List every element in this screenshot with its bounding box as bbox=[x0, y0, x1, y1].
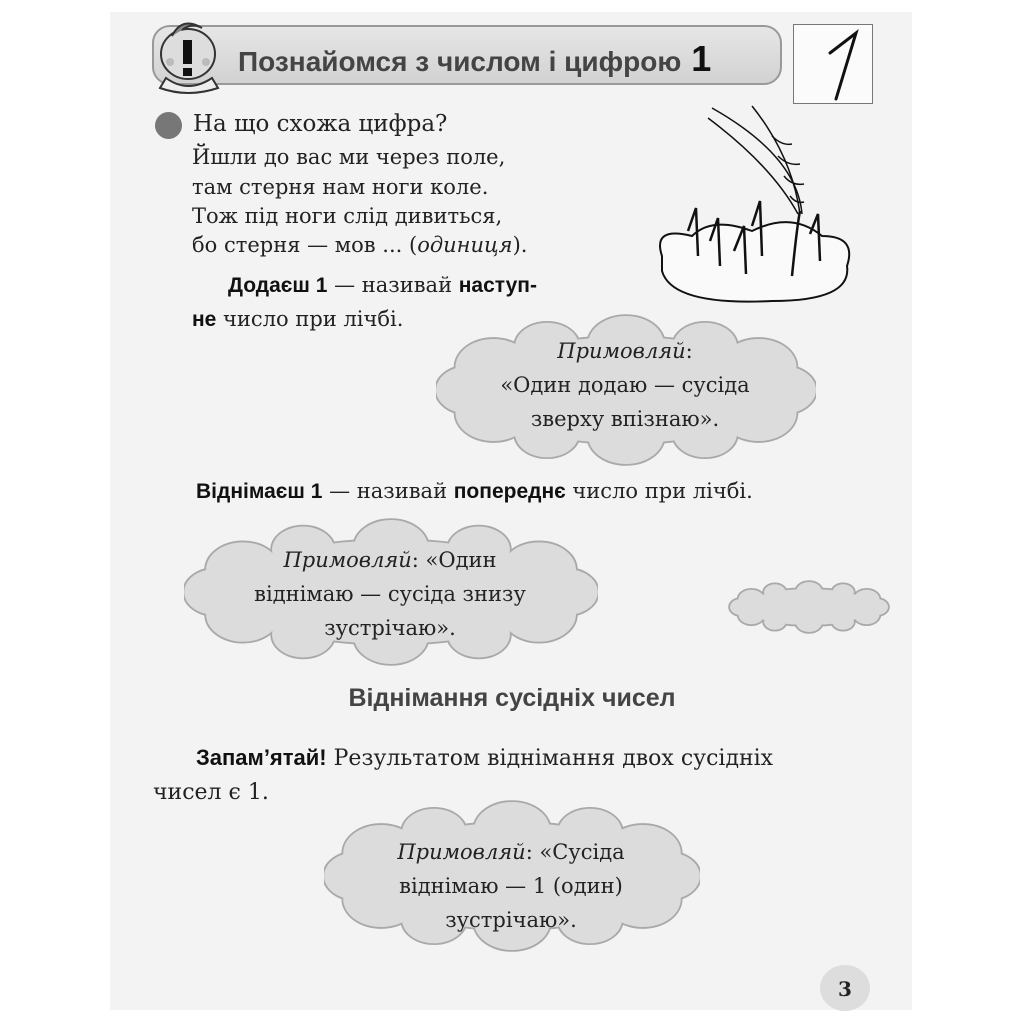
digit-sample-box bbox=[793, 24, 873, 104]
add-rule: Додаєш 1 — називай наступ- bbox=[228, 273, 537, 297]
cloud-text-3: Примовляй: «Сусіда віднімаю — 1 (один) зустрічаю». bbox=[397, 840, 625, 932]
cloud-lobe bbox=[764, 614, 786, 630]
page-number: 3 bbox=[820, 965, 870, 1011]
wheat-illustration bbox=[652, 96, 857, 308]
small-cloud-decoration bbox=[726, 576, 892, 638]
cloud-text-2: Примовляй: «Один віднімаю — сусіда знизу зустрічаю». bbox=[254, 548, 526, 640]
handwritten-one-icon bbox=[794, 25, 872, 103]
bullet-icon bbox=[155, 112, 182, 139]
poem-line: там стерня нам ноги коле. bbox=[192, 175, 489, 199]
section-subtitle: Віднімання сусідніх чисел bbox=[348, 684, 676, 712]
cloud-lobe bbox=[854, 590, 880, 609]
remember-text-cont: чисел є 1. bbox=[153, 780, 269, 805]
add-rule-cont: не число при лічбі. bbox=[192, 307, 404, 331]
remember-text: Запам’ятай! Результатом віднімання двох сусідніх bbox=[196, 745, 774, 771]
cloud-text-1: Примовляй: «Один додаю — сусіда зверху впізнаю». bbox=[500, 339, 750, 431]
cloud-lobe bbox=[832, 584, 854, 600]
cloud-lobe bbox=[832, 614, 854, 630]
question: На що схожа цифра? bbox=[193, 111, 448, 137]
cloud-lobe bbox=[764, 584, 786, 600]
cloud-lobe bbox=[796, 582, 822, 601]
poem-line: бо стерня — мов ... (одиниця). bbox=[192, 233, 528, 257]
poem-line: Тож під ноги слід дивиться, bbox=[192, 204, 503, 228]
cloud-lobe bbox=[796, 613, 822, 632]
mascot-icon bbox=[152, 14, 232, 94]
poem-line: Йшли до вас ми через поле, bbox=[192, 145, 506, 169]
page-title: Познайомся з числом і цифрою 1 bbox=[238, 38, 712, 79]
cloud-lobe bbox=[739, 590, 765, 609]
subtract-rule: Віднімаєш 1 — називай попереднє число при лічбі. bbox=[196, 479, 753, 503]
